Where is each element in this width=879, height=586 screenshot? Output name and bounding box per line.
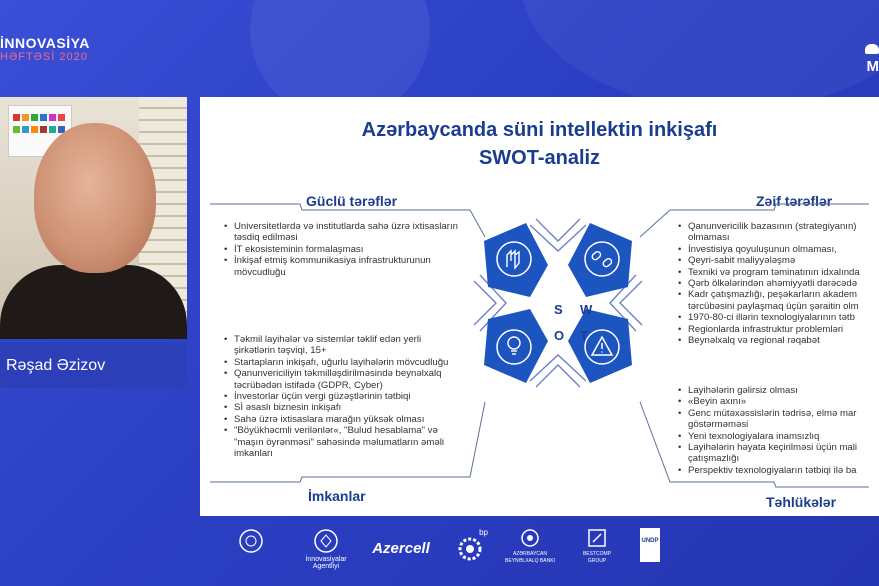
list-item: • Qanunvericiliyin təkmilləşdirilməsində beynəlxalq təcrübədən istifadə (GDPR, Cyber) [224, 368, 464, 391]
swot-letter-w: W [580, 302, 593, 317]
sponsor-undp [638, 528, 662, 562]
threats-heading: Təhlükələr [766, 494, 837, 510]
list-item: • 1970-80-ci illərin texnologiyalarının tətb [678, 312, 878, 323]
strengths-shape [484, 223, 548, 297]
event-logo [0, 36, 90, 64]
list-item: • Layihələrin həyata keçirilməsi üçün mali çatışmazlığı [678, 442, 878, 465]
speaker-name-bar [0, 342, 187, 388]
sponsor-bp: bp [452, 528, 488, 563]
presentation-slide [200, 97, 879, 516]
list-item: • Texniki və program təminatının idxalında [678, 267, 878, 278]
opportunities-heading: İmkanlar [308, 488, 366, 504]
swot-letter-t: T [580, 328, 588, 343]
speaker-head [34, 123, 156, 273]
list-item: • Qanunvericilik bazasının (strategiyanın) olmaması [678, 221, 878, 244]
bp-icon [457, 537, 483, 561]
opportunities-list [224, 334, 464, 459]
bestcomp-icon [587, 528, 607, 548]
weaknesses-list [678, 221, 878, 346]
threats-shape [568, 309, 632, 383]
partner-logo-text: M [866, 58, 879, 75]
slide-title: Azərbaycanda süni intellektin inkişafı [361, 119, 718, 141]
sponsor-agency: İnnovasiyalar Agentliyi [296, 528, 356, 570]
slide-subtitle: SWOT-analiz [478, 147, 601, 169]
sponsor-azercell [368, 540, 434, 557]
list-item: • "Böyükhəcmli verilənlər«, "Bulud hesablama" və "maşın öyrənməsi" sahəsində məlumatların əməli imkanları [224, 425, 464, 459]
list-item: • Sahə üzrə ixtisaslara marağın yüksək olması [224, 414, 464, 425]
list-item: • Kadr çatışmazlığı, peşəkarların akadem tərcübəsini paylaşmaq üçün şəraitin olm [678, 289, 878, 312]
speaker-body [0, 265, 187, 339]
list-item: • Genc mütəxəssislərin tədrisə, elmə mar göstərməməsi [678, 408, 878, 431]
list-item: • Qeyri-sabit maliyyələşmə [678, 255, 878, 266]
sponsor-emblem [226, 528, 276, 556]
agency-icon [313, 528, 339, 554]
list-item: • İnvestorlar üçün vergi güzəştlərinin tətbiqi [224, 391, 464, 402]
list-item: • Startapların inkişafı, uğurlu layihələrin mövcudluğu [224, 357, 464, 368]
list-item: • İnvestisiya qoyuluşunun olmaması, [678, 244, 878, 255]
speaker-name: Rəşad Əzizov [6, 357, 106, 374]
event-name: İNNOVASİYA [0, 35, 90, 51]
swot-letter-s: S [554, 302, 563, 317]
swot-letter-o: O [554, 328, 565, 343]
background-arc [520, 0, 879, 110]
list-item: • İnkişaf etmiş kommunikasiya infrastrukturunun mövcudluğu [224, 255, 464, 278]
weaknesses-shape [568, 223, 632, 297]
weaknesses-heading: Zəif tərəflər [756, 193, 833, 209]
sponsor-logos [200, 528, 879, 578]
undp-icon: UNDP [640, 528, 660, 562]
partner-logo-right [867, 58, 879, 75]
opportunities-shape [484, 309, 548, 383]
list-item: • İT ekosisteminin formalaşması [224, 244, 464, 255]
strengths-list [224, 221, 464, 278]
list-item: • Təkmil layihələr və sistemlər təklif edən yerli şirkətlərin təşviqi, 15+ [224, 334, 464, 357]
sponsor-bestcomp: BESTCOMP GROUP [576, 528, 618, 564]
strengths-heading: Güclü tərəflər [306, 193, 398, 209]
list-item: • Qərb ölkələrindən əhəmiyyətli dərəcədə [678, 278, 878, 289]
list-item: • Perspektiv texnologiyaların tətbiqi ilə ba [678, 465, 878, 476]
speaker-video [0, 97, 187, 339]
threats-list [678, 385, 878, 476]
cloud-icon [865, 44, 879, 54]
list-item: • Beynəlxalq və regional rəqabət [678, 335, 878, 346]
list-item: • Layihələrin gəlirsiz olması [678, 385, 878, 396]
list-item: • «Beyin axını» [678, 396, 878, 407]
list-item: • Sİ əsaslı biznesin inkişafı [224, 402, 464, 413]
event-subtitle: HƏFTƏSİ 2020 [0, 51, 88, 63]
sponsor-bank: AZƏRBAYCAN BEYNƏLXALQ BANKI [502, 528, 558, 564]
list-item: • Universitetlərdə və institutlarda sahə üzrə ixtisasların təsdiq edilməsi [224, 221, 464, 244]
bank-icon [520, 528, 540, 548]
list-item: • Yeni texnologiyalara inamsızlıq [678, 431, 878, 442]
azercell-icon: Azercell [372, 540, 430, 557]
list-item: • Regionlarda infrastruktur problemləri [678, 324, 878, 335]
emblem-icon [238, 528, 264, 554]
